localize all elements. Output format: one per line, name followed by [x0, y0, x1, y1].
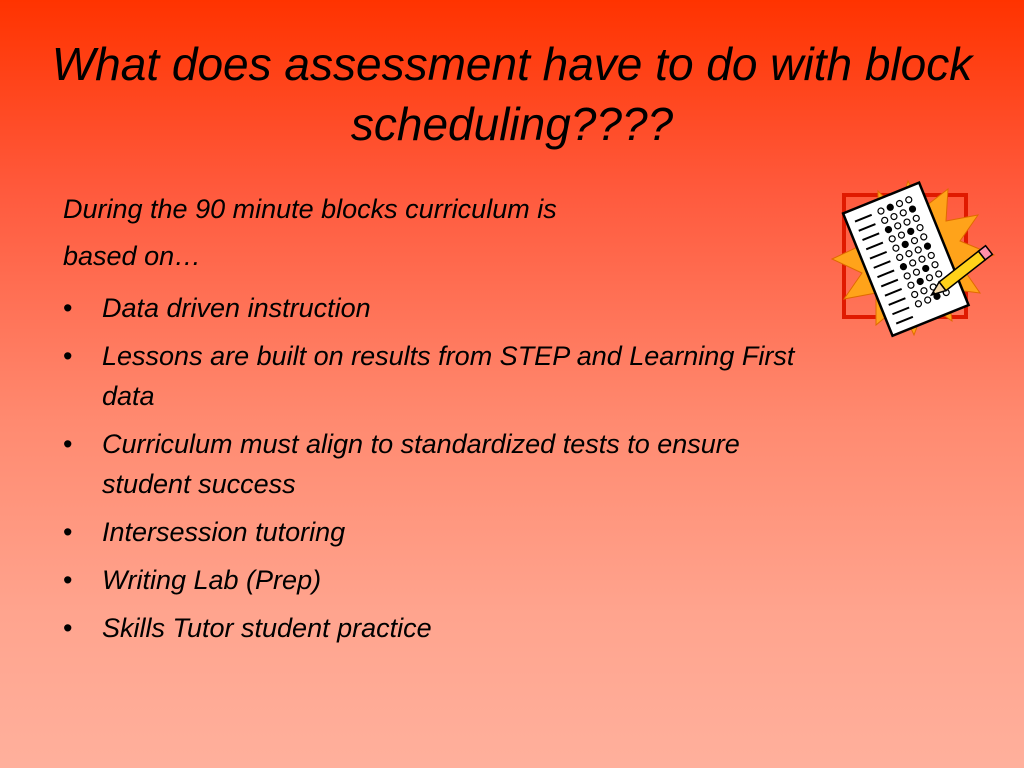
bullet-item: • Data driven instruction — [63, 288, 823, 328]
bullet-list — [63, 288, 823, 648]
intro-line-2: based on… — [63, 241, 202, 271]
intro-line-1: During the 90 minute blocks curriculum is — [63, 194, 557, 224]
slide-body — [63, 186, 823, 648]
bullet-item: • Intersession tutoring — [63, 512, 823, 552]
bullet-item: • Curriculum must align to standardized tests to ensure student success — [63, 424, 823, 504]
bullet-item: • Skills Tutor student practice — [63, 608, 823, 648]
slide-title: What does assessment have to do with block scheduling???? — [51, 38, 973, 150]
bullet-item: • Lessons are built on results from STEP and Learning First data — [63, 336, 823, 416]
test-sheet-with-pencil-icon — [818, 175, 1000, 347]
bullet-item: • Writing Lab (Prep) — [63, 560, 823, 600]
